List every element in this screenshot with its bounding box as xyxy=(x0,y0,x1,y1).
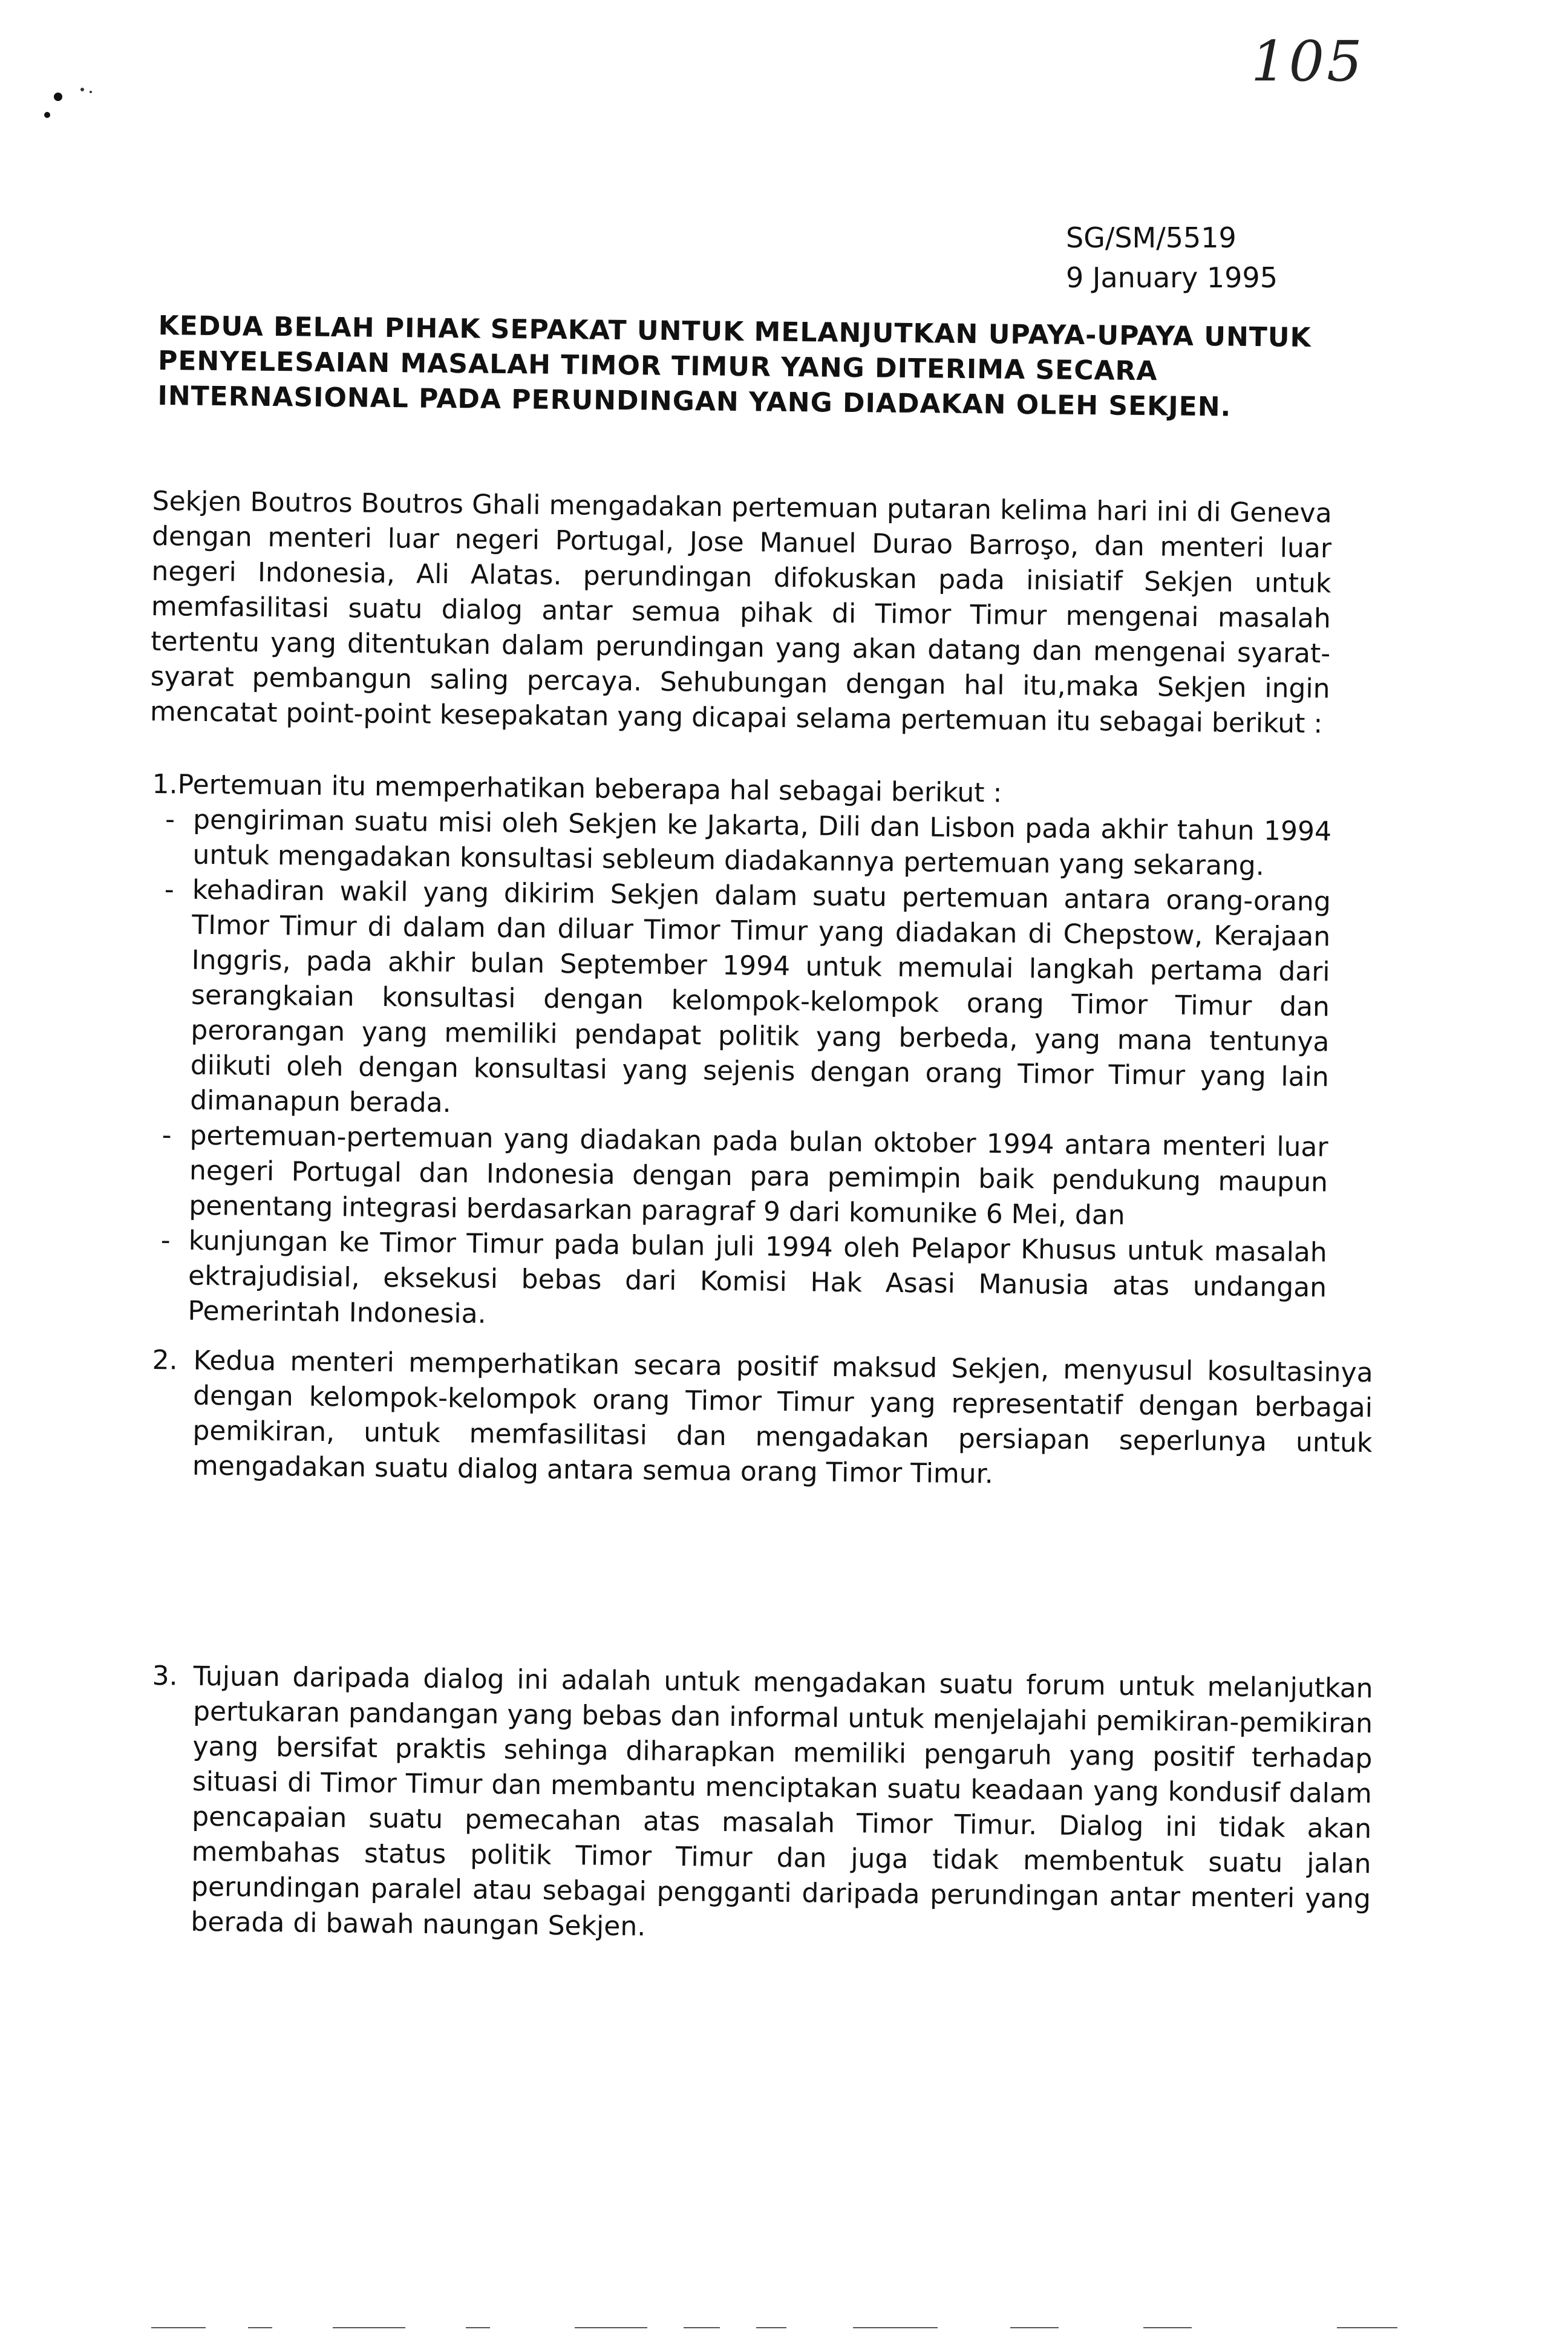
list-item xyxy=(149,872,1331,1130)
scan-edge-marks xyxy=(151,2326,1422,2330)
section-2-number: 2. xyxy=(152,1344,178,1376)
section-1-title: 1.Pertemuan itu memperhatikan beberapa hal sebagai berikut : xyxy=(152,768,1002,809)
bullet-dash: - xyxy=(165,804,175,835)
bullet-dash: - xyxy=(162,1120,172,1151)
section-3-number: 3. xyxy=(152,1660,178,1692)
reference-block xyxy=(1066,218,1278,298)
section-2-text: Kedua menteri memperhatikan secara positif maksud Sekjen, menyusul kosultasinya dengan kelompok-kelompok orang Timor Timur yang representatif dengan berbagai pemikiran, untuk memfasilitasi dan mengadakan persiapan seperlunya untuk mengadakan suatu dialog antara semua orang Timor Timur. xyxy=(192,1345,1373,1490)
bullet-text: pengiriman suatu misi oleh Sekjen ke Jakarta, Dili dan Lisbon pada akhir tahun 1994 untuk mengadakan konsultasi sebleum diadakannya pertemuan yang sekarang. xyxy=(192,804,1332,882)
document-headline: KEDUA BELAH PIHAK SEPAKAT UNTUK MELANJUTKAN UPAYA-UPAYA UNTUK PENYELESAIAN MASALAH TIMOR TIMUR YANG DITERIMA SECARA INTERNASIONAL PADA PERUNDINGAN YANG DIADAKAN OLEH SEKJEN. xyxy=(157,310,1312,423)
reference-date: 9 January 1995 xyxy=(1066,261,1278,294)
section-3 xyxy=(149,1659,1373,1952)
section-2 xyxy=(151,1343,1373,1496)
reference-code: SG/SM/5519 xyxy=(1066,221,1236,254)
list-item xyxy=(151,802,1331,884)
bullet-text: kunjungan ke Timor Timur pada bulan juli 1994 oleh Pelapor Khusus untuk masalah ektrajudisial, eksekusi bebas dari Komisi Hak Asasi Manusia atas undangan Pemerintah Indonesia. xyxy=(188,1225,1327,1330)
bullet-text: kehadiran wakil yang dikirim Sekjen dalam suatu pertemuan antara orang-orang TImor Timur di dalam dan diluar Timor Timur yang diadakan di Chepstow, Kerajaan Inggris, pada akhir bulan September 1994 untuk memulai langkah pertama dari serangkaian konsultasi dengan kelompok-kelompok orang Timor Timur dan perorangan yang memiliki pendapat politik yang berbeda, yang mana tentunya diikuti oleh dengan konsultasi yang sejenis dengan orang Timor Timur yang lain dimanapun berada. xyxy=(189,874,1331,1119)
bullet-dash: - xyxy=(164,874,175,906)
handwritten-page-number: 105 xyxy=(1251,29,1365,94)
bullet-text: pertemuan-pertemuan yang diadakan pada bulan oktober 1994 antara menteri luar negeri Portugal dan Indonesia dengan para pemimpin baik pendukung maupun penentang integrasi berdasarkan paragraf 9 dari komunike 6 Mei, dan xyxy=(189,1120,1328,1231)
scan-specks xyxy=(36,60,109,121)
intro-paragraph: Sekjen Boutros Boutros Ghali mengadakan pertemuan putaran kelima hari ini di Geneva dengan menteri luar negeri Portugal, Jose Manuel Durao Barroşo, dan menteri luar negeri Indonesia, Ali Alatas. perundingan difokuskan pada inisiatif Sekjen untuk memfasilitasi suatu dialog antar semua pihak di Timor Timur mengenai masalah tertentu yang ditentukan dalam perundingan yang akan datang dan mengenai syarat-syarat pembangun saling percaya. Sehubungan dengan hal itu,maka Sekjen ingin mencatat point-point kesepakatan yang dicapai selama pertemuan itu sebagai berikut : xyxy=(149,485,1332,740)
section-3-text: Tujuan daripada dialog ini adalah untuk mengadakan suatu forum untuk melanjutkan pertukaran pandangan yang bebas dan informal untuk menjelajahi pemikiran-pemikiran yang bersifat praktis sehinga diharapkan memiliki pengaruh yang positif terhadap situasi di Timor Timur dan membantu menciptakan suatu keadaan yang kondusif dalam pencapaian suatu pemecahan atas masalah Timor Timur. Dialog ini tidak akan membahas status politik Timor Timur dan juga tidak membentuk suatu jalan perundingan paralel atau sebagai pengganti daripada perundingan antar menteri yang berada di bawah naungan Sekjen. xyxy=(191,1660,1373,1942)
section-1 xyxy=(146,767,1332,1340)
list-item xyxy=(148,1118,1328,1235)
list-item xyxy=(146,1223,1327,1340)
bullet-dash: - xyxy=(160,1225,171,1256)
